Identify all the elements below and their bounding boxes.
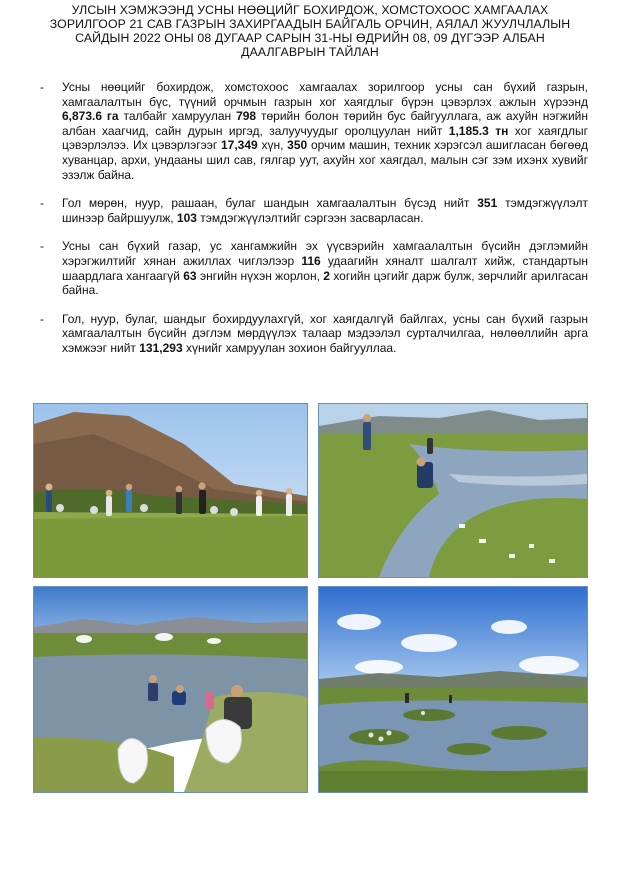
- bullet-text: Гол мөрөн, нуур, рашаан, булаг шандын хамгаалалтын бүсэд нийт: [62, 196, 478, 211]
- photo-image: [34, 404, 307, 577]
- report-title: [20, 3, 600, 59]
- bullet-list: [40, 80, 588, 356]
- bullet-text: хогийн цэгийг дарж булж, зөрчлийг арилгасан байна.: [62, 268, 589, 298]
- bullet-figure: 350: [287, 138, 308, 153]
- bullet-figure: 1,185.3 тн: [448, 123, 509, 138]
- bullet-text: хог хаягдлыг цэвэрлэлээ. Их цэвэрлэгээг: [62, 123, 589, 153]
- bullet-text: орчим машин, техник хэрэгсэл ашигласан бөгөөд хуванцар, архи, ундааны шил сав, гялгар уут, ахуйн хог хаягдал, малын сэг зэм ихэнх хувийг эзэлж байна.: [62, 138, 588, 182]
- bullet-marker: -: [40, 239, 44, 254]
- photo-river-cleanup-bags: [33, 586, 308, 793]
- bullet-figure: 6,873.6 га: [62, 109, 119, 124]
- bullet-text: тэмдэгжүүлэлт шинээр байршуулж,: [62, 196, 588, 225]
- bullet-figure: 63: [183, 268, 197, 283]
- bullet-text: Усны нөөцийг бохирдож, хомстохоос хамгаалах зорилгоор усны сан бүхий газрын, хамгаалалтын бүс, түүний орчмын газрын хог хаягдлыг бүрэн цэвэрлэх ажлын хүрээнд: [62, 80, 588, 109]
- title-line: УЛСЫН ХЭМЖЭЭНД УСНЫ НӨӨЦИЙГ БОХИРДОЖ, ХОМСТОХООС ХАМГААЛАХ: [71, 3, 549, 17]
- title-line: ЗОРИЛГООР 21 САВ ГАЗРЫН ЗАХИРГААДЫН БАЙГАЛЬ ОРЧИН, АЯЛАЛ ЖУУЛЧЛАЛЫН: [49, 17, 571, 31]
- bullet-text: төрийн болон төрийн бус байгууллага, аж ахуйн нэгжийн албан хаагчид, сайн дурын иргэд, залуучуудыг оролцуулан нийт: [62, 109, 588, 138]
- bullet-item-inspections: [40, 239, 588, 297]
- photo-river-cleanup-bank: [318, 403, 588, 578]
- photo-image: [319, 587, 587, 792]
- bullet-text: Гол, нуур, булаг, шандыг бохирдуулахгүй, хог хаягдалгүй байлгах, усны сан бүхий газрын хамгаалалтын бүсийн дэглэм мөрдүүлэх талаар мэдээлэл сурталчилгаа, нөлөөллийн арга хэмжээг нийт: [62, 311, 588, 355]
- bullet-item-signage: [40, 196, 588, 225]
- bullet-text: удаагийн хяналт шалгалт хийж, стандартын шаардлага хангаагүй: [62, 253, 588, 283]
- photo-volunteers-hillside: [33, 403, 308, 578]
- bullet-text: хүн,: [257, 138, 288, 153]
- bullet-item-awareness: [40, 312, 588, 356]
- bullet-text: Усны сан бүхий газар, ус хангамжийн эх үүсвэрийн хамгаалалтын бүсийн дэглэмийн хэрэгжилтийг хянан ажиллах чиглэлээр: [62, 239, 588, 268]
- bullet-text: хүнийг хамруулан зохион байгууллаа.: [182, 340, 397, 355]
- bullet-text: энгийн нүхэн жорлон,: [196, 268, 324, 283]
- title-line: САЙДЫН 2022 ОНЫ 08 ДУГААР САРЫН 31-НЫ ӨДРИЙН 08, 09 ДҮГЭЭР АЛБАН: [75, 31, 545, 45]
- bullet-text: тэмдэгжүүлэлтийг сэргээн засварласан.: [196, 210, 424, 225]
- bullet-text: талбайг хамруулан: [118, 109, 237, 124]
- bullet-marker: -: [40, 80, 44, 94]
- bullet-marker: -: [40, 311, 44, 326]
- bullet-figure: 103: [176, 210, 197, 225]
- bullet-figure: 116: [301, 253, 321, 268]
- bullet-figure: 798: [236, 109, 257, 124]
- photo-wetland-river: [318, 586, 588, 793]
- title-line: ДААЛГАВРЫН ТАЙЛАН: [241, 45, 379, 59]
- bullet-item-cleanup: [40, 80, 588, 182]
- bullet-figure: 131,293: [139, 340, 183, 355]
- bullet-marker: -: [40, 196, 44, 211]
- photo-image: [319, 404, 587, 577]
- bullet-figure: 2: [323, 268, 330, 283]
- bullet-figure: 17,349: [220, 138, 258, 153]
- bullet-figure: 351: [477, 196, 498, 211]
- photo-image: [34, 587, 307, 792]
